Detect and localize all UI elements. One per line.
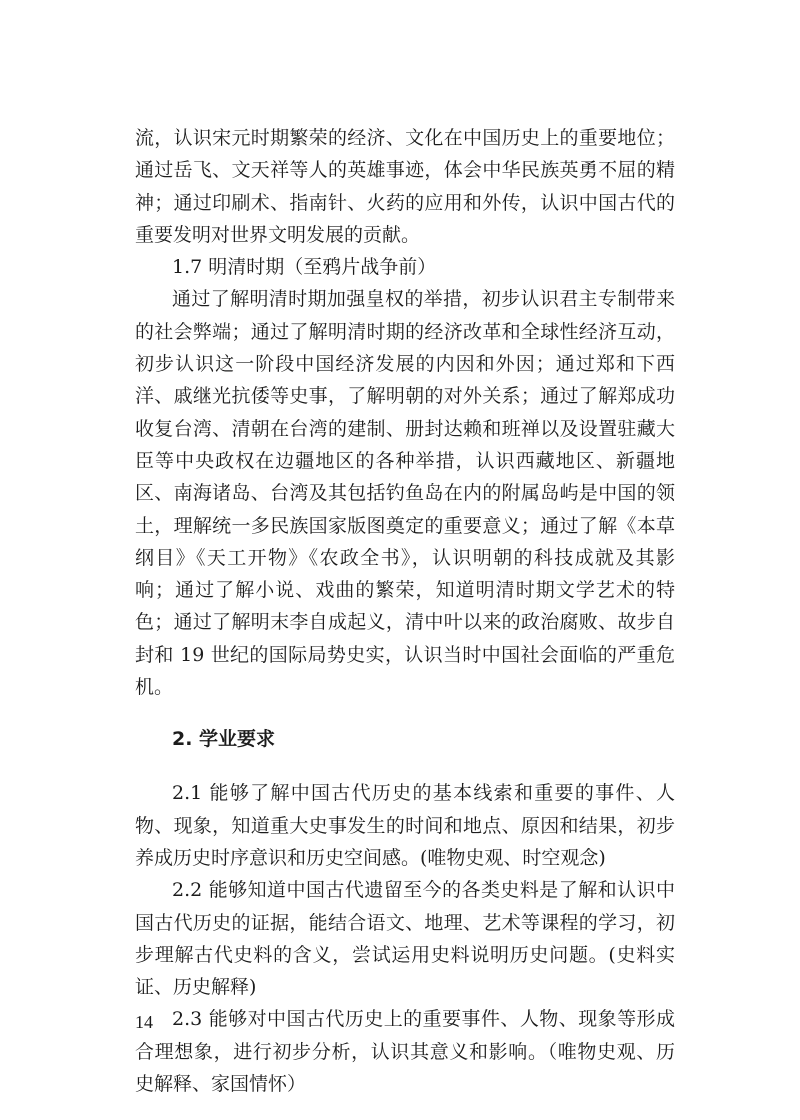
page-number: 14 — [135, 1012, 153, 1032]
paragraph-2-3: 2.3 能够对中国古代历史上的重要事件、人物、现象等形成合理想象，进行初步分析，认识其意义和影响。（唯物史观、历史解释、家国情怀） — [135, 1008, 675, 1096]
section-2-title: 2. 学业要求 — [172, 728, 276, 751]
subsection-1-7-title: 1.7 明清时期（至鸦片战争前） — [172, 256, 437, 279]
paragraph-2-1: 2.1 能够了解中国古代历史的基本线索和重要的事件、人物、现象，知道重大史事发生的时间和地点、原因和结果，初步养成历史时序意识和历史空间感。(唯物史观、时空观念) — [135, 782, 675, 869]
paragraph-1-7: 通过了解明清时期加强皇权的举措，初步认识君主专制带来的社会弊端；通过了解明清时期的经济改革和全球性经济互动，初步认识这一阶段中国经济发展的内因和外因；通过郑和下西洋、戚继光抗倭等史事，了解明朝的对外关系；通过了解郑成功收复台湾、清朝在台湾的建制、册封达赖和班禅以及设置驻藏大臣等中央政权在边疆地区的各种举措，认识西藏地区、新疆地区、南海诸岛、台湾及其包括钓鱼岛在内的附属岛屿是中国的领土，理解统一多民族国家版图奠定的重要意义；通过了解《本草纲目》《天工开物》《农政全书》，认识明朝的科技成就及其影响；通过了解小说、戏曲的繁荣，知道明清时期文学艺术的特色；通过了解明末李自成起义，清中叶以来的政治腐败、故步自封和 19 世纪的国际局势史实，认识当时中国社会面临的严重危机。 — [135, 288, 675, 699]
page-content — [135, 122, 675, 1100]
paragraph-continued: 流，认识宋元时期繁荣的经济、文化在中国历史上的重要地位；通过岳飞、文天祥等人的英雄事迹，体会中华民族英勇不屈的精神；通过印刷术、指南针、火药的应用和外传，认识中国古代的重要发明对世界文明发展的贡献。 — [135, 127, 675, 246]
paragraph-2-2: 2.2 能够知道中国古代遗留至今的各类史料是了解和认识中国古代历史的证据，能结合语文、地理、艺术等课程的学习，初步理解古代史料的含义，尝试运用史料说明历史问题。(史料实证、历史解释) — [135, 879, 675, 999]
